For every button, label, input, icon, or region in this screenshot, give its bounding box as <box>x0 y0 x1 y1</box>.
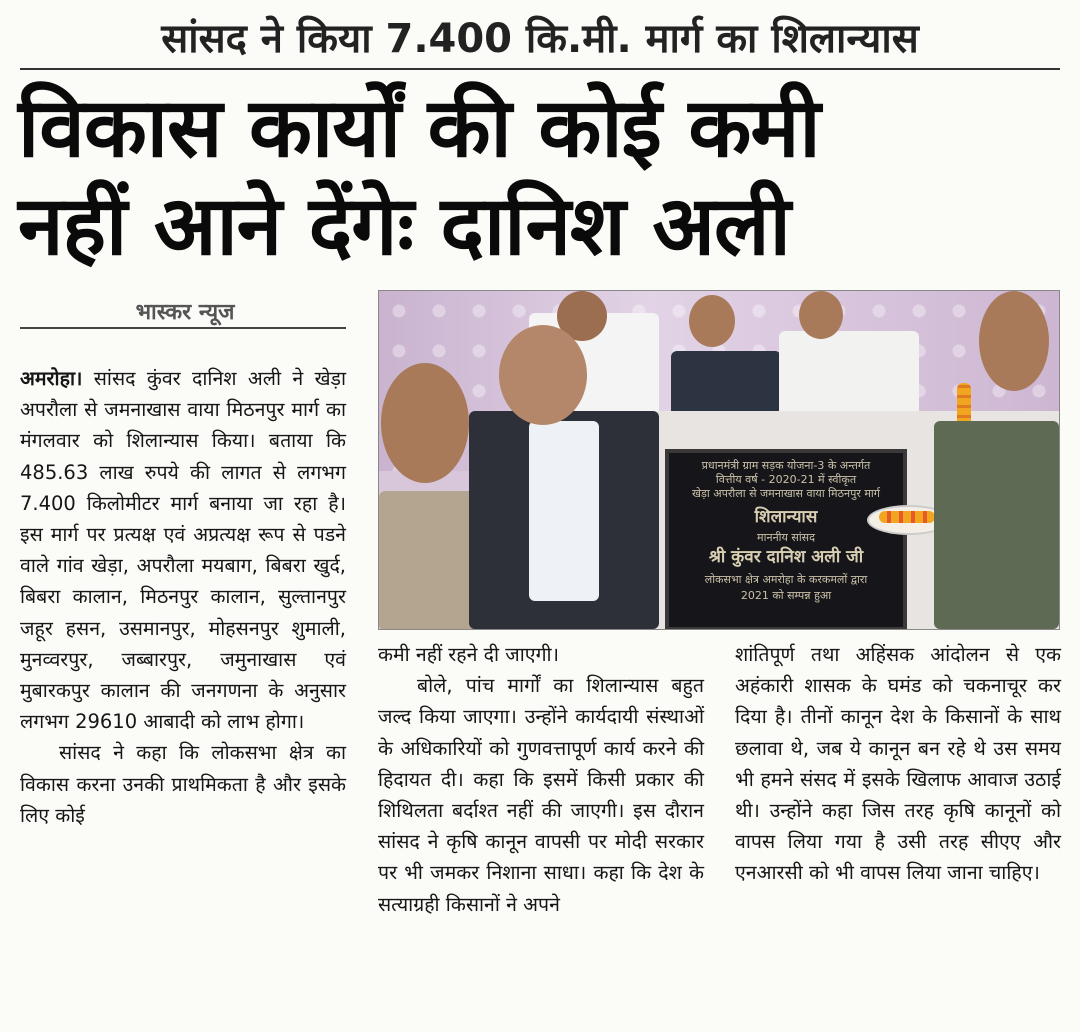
paragraph-text: सांसद कुंवर दानिश अली ने खेड़ा अपरौला से जमनाखास वाया मिठनपुर मार्ग का मंगलवार को शिलान्यास किया। बताया कि 485.63 लाख रुपये की लागत से लगभग 7.400 किलोमीटर मार्ग बनाया जा रहा है। इस मार्ग पर प्रत्यक्ष एवं अप्रत्यक्ष रूप से पडने वाले गांव खेड़ा, अपरौला मयबाग, बिबरा खुर्द, बिबरा कालान, मिठनपुर कालान, सुल्तानपुर जहूर हसन, उसमानपुर, मोहसनपुर शुमाली, मुनव्वरपुर, जब्बारपुर, जमुनाखास एवं मुबारकपुर कालान की जनगणना के अनुसार लगभग 29610 आबादी को लाभ होगा। <box>20 367 346 734</box>
flowers <box>879 511 935 523</box>
kicker-headline: सांसद ने किया 7.400 कि.मी. मार्ग का शिलान्यास <box>161 16 919 62</box>
article-column-3 <box>735 639 1061 889</box>
person-head <box>689 295 735 347</box>
paragraph: शांतिपूर्ण तथा अहिंसक आंदोलन से एक अहंकारी शासक के घमंड को चकनाचूर कर दिया है। तीनों कानून देश के किसानों के साथ छलावा थे, जब ये कानून बन रहे थे उस समय भी हमने संसद में इसके खिलाफ आवाज उठाई थी। उन्होंने कहा जिस तरह कृषि कानूनों को वापस लिया गया है उसी तरह सीएए और एनआरसी को भी वापस लिया जाना चाहिए। <box>735 643 1061 885</box>
byline: भास्कर न्यूज <box>135 300 235 325</box>
paragraph: कमी नहीं रहने दी जाएगी। <box>378 643 559 666</box>
paragraph: सांसद ने कहा कि लोकसभा क्षेत्र का विकास करना उनकी प्राथमिकता है और इसके लिए कोई <box>20 741 346 827</box>
plaque-line: वित्तीय वर्ष - 2020-21 में स्वीकृत <box>715 473 857 486</box>
news-photo <box>378 290 1060 630</box>
byline-rule <box>20 327 346 329</box>
person-head <box>979 291 1049 391</box>
plaque-line: खेड़ा अपरौला से जमनाखास वाया मिठनपुर मार्ग <box>692 487 880 500</box>
main-headline <box>18 80 1068 276</box>
person-head <box>799 291 843 339</box>
paragraph: बोले, पांच मार्गों का शिलान्यास बहुत जल्द किया जाएगा। उन्होंने कार्यदायी संस्थाओं के अधिकारियों को गुणवत्तापूर्ण कार्य करने की हिदायत दी। कहा कि इसमें किसी प्रकार की शिथिलता बर्दाश्त नहीं की जाएगी। इस दौरान सांसद ने कृषि कानून वापसी पर मोदी सरकार पर भी जमकर निशाना साधा। कहा कि देश के सत्याग्रही किसानों ने अपने <box>378 674 704 916</box>
headline-line-2: नहीं आने देंगेः दानिश अली <box>18 179 790 274</box>
shirt <box>529 421 599 601</box>
plaque-line: माननीय सांसद <box>757 531 815 544</box>
person-bg-3 <box>779 331 919 421</box>
headline-line-1: विकास कार्यों की कोई कमी <box>18 81 820 176</box>
foundation-plaque <box>665 449 907 630</box>
paragraph <box>20 363 346 737</box>
plaque-name: श्री कुंवर दानिश अली जी <box>708 547 864 567</box>
plaque-title: शिलान्यास <box>754 507 818 527</box>
article-column-1 <box>20 363 346 831</box>
article-column-2 <box>378 639 704 920</box>
top-rule <box>20 68 1060 70</box>
person-head <box>499 325 587 425</box>
plaque-line: प्रधानमंत्री ग्राम सड़क योजना-3 के अन्तर्गत <box>701 459 871 472</box>
person-head <box>381 363 469 483</box>
dateline: अमरोहा। <box>20 367 83 390</box>
person-right <box>934 421 1059 629</box>
plaque-line: 2021 को सम्पन्न हुआ <box>740 589 832 602</box>
plaque-line: लोकसभा क्षेत्र अमरोहा के करकमलों द्वारा <box>704 573 868 586</box>
